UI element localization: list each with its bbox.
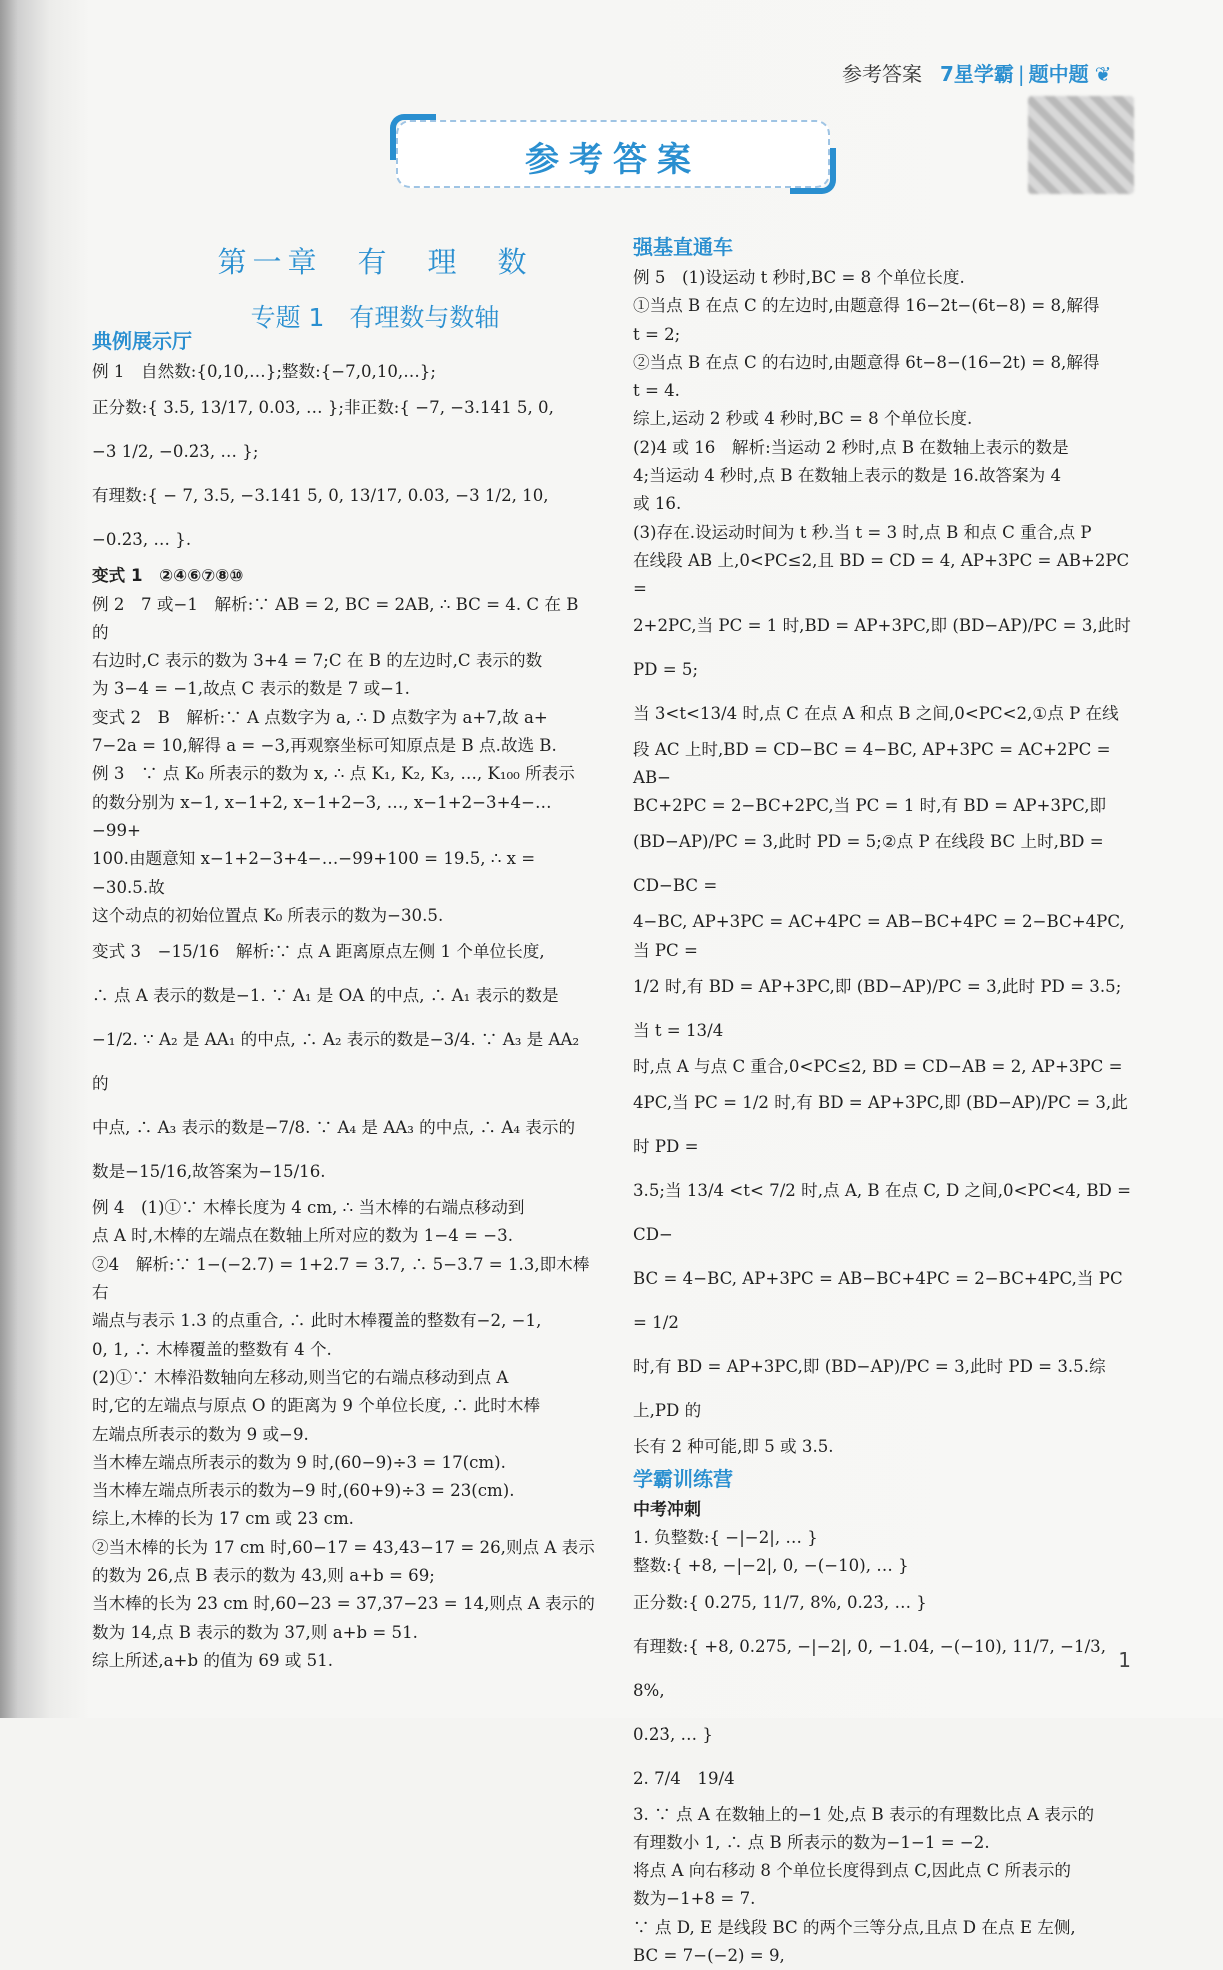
answer-line: 段 AC 上时,BD = CD−BC = 4−BC, AP+3PC = AC+2PC = AB− <box>633 739 1111 787</box>
answer-line: 当木棒左端点所表示的数为−9 时,(60+9)÷3 = 23(cm). <box>92 1481 515 1501</box>
blurred-qr-code <box>1028 96 1134 194</box>
answer-line: 有理数:{ − 7, 3.5, −3.141 5, 0, 13/17, 0.03, −3 1/2, 10, <box>92 486 549 506</box>
title-banner <box>396 120 830 188</box>
answer-line: 综上,运动 2 秒或 4 秒时,BC = 8 个单位长度. <box>633 409 973 429</box>
answer-line: 3. ∵ 点 A 在数轴上的−1 处,点 B 表示的有理数比点 A 表示的 <box>633 1804 1095 1824</box>
answer-line: 或 16. <box>633 494 682 514</box>
answer-line: −3 1/2, −0.2̇3̇, … }; <box>92 442 259 462</box>
answer-line: (2)①∵ 木棒沿数轴向左移动,则当它的右端点移动到点 A <box>92 1367 509 1387</box>
answer-line: 整数:{ +8, −|−2|, 0, −(−10), … } <box>633 1556 909 1576</box>
answer-line: 长有 2 种可能,即 5 或 3.5. <box>633 1437 834 1457</box>
answer-line: 当木棒的长为 23 cm 时,60−23 = 37,37−23 = 14,则点 A 表示的 <box>92 1594 595 1614</box>
answer-line: 例 3 ∵ 点 K₀ 所表示的数为 x, ∴ 点 K₁, K₂, K₃, …, K₁₀₀ 所表示 <box>92 764 575 784</box>
answer-line: 例 4 (1)①∵ 木棒长度为 4 cm, ∴ 当木棒的右端点移动到 <box>92 1198 525 1218</box>
answer-line: 左端点所表示的数为 9 或−9. <box>92 1424 309 1444</box>
answer-line: (3)存在.设运动时间为 t 秒.当 t = 3 时,点 B 和点 C 重合,点 P <box>633 522 1092 542</box>
answer-line: 例 1 自然数:{0,10,…};整数:{−7,0,10,…}; <box>92 362 436 381</box>
answer-line: 中点, ∴ A₃ 表示的数是−7/8. ∵ A₄ 是 AA₃ 的中点, ∴ A₄ 表示的 <box>92 1118 576 1138</box>
subsection-heading: 中考冲刺 <box>633 1499 701 1520</box>
page-number: 1 <box>1118 1648 1131 1672</box>
answer-line: 这个动点的初始位置点 K₀ 所表示的数为−30.5. <box>92 905 444 925</box>
answer-line: t = 4. <box>633 381 680 401</box>
answer-line: 变式 2 B 解析:∵ A 点数字为 a, ∴ D 点数字为 a+7,故 a+ <box>92 707 548 727</box>
answer-line: 2+2PC,当 PC = 1 时,BD = AP+3PC,即 (BD−AP)/PC = 3,此时 PD = 5; <box>633 615 1131 679</box>
answer-line: ①当点 B 在点 C 的左边时,由题意得 16−2t−(6t−8) = 8,解得 <box>633 296 1100 316</box>
answer-line: 正分数:{ 3.5, 13/17, 0.03, … };非正数:{ −7, −3.141 5, 0, <box>92 398 554 418</box>
answer-line: 端点与表示 1.3 的点重合, ∴ 此时木棒覆盖的整数有−2, −1, <box>92 1311 542 1331</box>
answer-line: 2. 7/4 19/4 <box>633 1768 735 1788</box>
answer-line: 为 3−4 = −1,故点 C 表示的数是 7 或−1. <box>92 679 410 699</box>
answer-line: BC = 4−BC, AP+3PC = AB−BC+4PC = 2−BC+4PC,当 PC = 1/2 <box>633 1269 1123 1333</box>
answer-line: ②当点 B 在点 C 的右边时,由题意得 6t−8−(16−2t) = 8,解得 <box>633 352 1100 372</box>
answer-line: 综上所述,a+b 的值为 69 或 51. <box>92 1650 334 1670</box>
answer-line: 4;当运动 4 秒时,点 B 在数轴上表示的数是 16.故答案为 4 <box>633 466 1062 486</box>
left-column <box>92 329 596 1675</box>
answer-line: t = 2; <box>633 324 681 344</box>
header-brand: 7星学霸 <box>940 62 1014 86</box>
answer-line: 例 5 (1)设运动 t 秒时,BC = 8 个单位长度. <box>633 268 965 287</box>
answer-line: 3.5;当 13/4 <t< 7/2 时,点 A, B 在点 C, D 之间,0<PC<4, BD = CD− <box>633 1181 1132 1245</box>
leaf-icon: ❦ <box>1094 62 1112 86</box>
section-heading: 学霸训练营 <box>633 1466 733 1491</box>
answer-line: 将点 A 向右移动 8 个单位长度得到点 C,因此点 C 所表示的 <box>633 1861 1072 1881</box>
answer-line: 点 A 时,木棒的左端点在数轴上所对应的数为 1−4 = −3. <box>92 1226 513 1246</box>
answer-line: 1/2 时,有 BD = AP+3PC,即 (BD−AP)/PC = 3,此时 PD = 3.5;当 t = 13/4 <box>633 977 1122 1041</box>
answer-line: 时,点 A 与点 C 重合,0<PC≤2, BD = CD−AB = 2, AP+3PC = <box>633 1057 1123 1077</box>
answer-line: 的数分别为 x−1, x−1+2, x−1+2−3, …, x−1+2−3+4−…−99+ <box>92 792 552 840</box>
answer-line: −1/2. ∵ A₂ 是 AA₁ 的中点, ∴ A₂ 表示的数是−3/4. ∵ A₃ 是 AA₂ 的 <box>92 1030 580 1094</box>
section-heading: 典例展示厅 <box>92 329 192 353</box>
answer-line: 4−BC, AP+3PC = AC+4PC = AB−BC+4PC = 2−BC+4PC,当 PC = <box>633 912 1125 960</box>
answer-line: 当木棒左端点所表示的数为 9 时,(60−9)÷3 = 17(cm). <box>92 1452 506 1472</box>
topic-title: 专题 1 有理数与数轴 <box>250 303 500 332</box>
header-separator: | <box>1017 62 1025 86</box>
answer-line: 时,有 BD = AP+3PC,即 (BD−AP)/PC = 3,此时 PD = 3.5.综上,PD 的 <box>633 1357 1106 1421</box>
answer-line: 例 2 7 或−1 解析:∵ AB = 2, BC = 2AB, ∴ BC = 4. C 在 B 的 <box>92 594 579 642</box>
section-heading: 强基直通车 <box>633 235 733 259</box>
banner-title: 参考答案 <box>525 140 701 180</box>
answer-line: 7−2a = 10,解得 a = −3,再观察坐标可知原点是 B 点.故选 B. <box>92 736 557 756</box>
answer-line: 数为−1+8 = 7. <box>633 1889 756 1909</box>
answer-line: ∴ 点 A 表示的数是−1. ∵ A₁ 是 OA 的中点, ∴ A₁ 表示的数是 <box>92 986 559 1006</box>
answer-line: 综上,木棒的长为 17 cm 或 23 cm. <box>92 1509 354 1529</box>
answer-line: ②当木棒的长为 17 cm 时,60−17 = 43,43−17 = 26,则点 A 表示 <box>92 1537 595 1557</box>
right-column <box>633 230 1135 1970</box>
answer-line: 4PC,当 PC = 1/2 时,有 BD = AP+3PC,即 (BD−AP)/PC = 3,此时 PD = <box>633 1093 1128 1157</box>
chapter-title: 第一章 有 理 数 <box>217 245 533 279</box>
answer-line: ∵ 点 D, E 是线段 BC 的两个三等分点,且点 D 在点 E 左侧, <box>633 1917 1076 1937</box>
answer-line: 变式 3 −15/16 解析:∵ 点 A 距离原点左侧 1 个单位长度, <box>92 942 545 962</box>
running-header <box>842 58 1111 87</box>
answer-line: BC = 7−(−2) = 9, <box>633 1946 785 1966</box>
answer-line: 100.由题意知 x−1+2−3+4−…−99+100 = 19.5, ∴ x = −30.5.故 <box>92 849 536 897</box>
header-series: 题中题 <box>1028 62 1089 86</box>
answer-line: 0.2̇3̇, … } <box>633 1724 713 1744</box>
answer-line: 右边时,C 表示的数为 3+4 = 7;C 在 B 的左边时,C 表示的数 <box>92 651 543 671</box>
answer-line: 时,它的左端点与原点 O 的距离为 9 个单位长度, ∴ 此时木棒 <box>92 1396 541 1416</box>
answer-line: 有理数:{ +8, 0.275, −|−2|, 0, −1.04, −(−10), 11/7, −1/3, 8%, <box>633 1636 1106 1700</box>
answer-line: ②4 解析:∵ 1−(−2.7) = 1+2.7 = 3.7, ∴ 5−3.7 = 1.3,即木棒右 <box>92 1254 590 1303</box>
answer-line: 数是−15/16,故答案为−15/16. <box>92 1162 326 1182</box>
answer-line: (2)4 或 16 解析:当运动 2 秒时,点 B 在数轴上表示的数是 <box>633 437 1069 457</box>
answer-line: 变式 1 ②④⑥⑦⑧⑩ <box>92 566 244 586</box>
answer-line: 1. 负整数:{ −|−2|, … } <box>633 1527 818 1547</box>
answer-line: 当 3<t<13/4 时,点 C 在点 A 和点 B 之间,0<PC<2,①点 P 在线 <box>633 703 1119 723</box>
answer-line: BC+2PC = 2−BC+2PC,当 PC = 1 时,有 BD = AP+3PC,即 <box>633 796 1107 816</box>
answer-line: (BD−AP)/PC = 3,此时 PD = 5;②点 P 在线段 BC 上时,BD = CD−BC = <box>633 832 1104 896</box>
answer-line: 的数为 26,点 B 表示的数为 43,则 a+b = 69; <box>92 1566 435 1586</box>
answer-line: 在线段 AB 上,0<PC≤2,且 BD = CD = 4, AP+3PC = AB+2PC = <box>633 550 1130 599</box>
answer-line: 0, 1, ∴ 木棒覆盖的整数有 4 个. <box>92 1339 332 1359</box>
answer-line: −0.2̇3̇, … }. <box>92 530 192 550</box>
answer-line: 有理数小 1, ∴ 点 B 所表示的数为−1−1 = −2. <box>633 1832 990 1852</box>
answer-line: 正分数:{ 0.275, 11/7, 8%, 0.2̇3̇, … } <box>633 1592 927 1612</box>
answer-line: 数为 14,点 B 表示的数为 37,则 a+b = 51. <box>92 1622 418 1642</box>
header-label: 参考答案 <box>842 62 922 86</box>
